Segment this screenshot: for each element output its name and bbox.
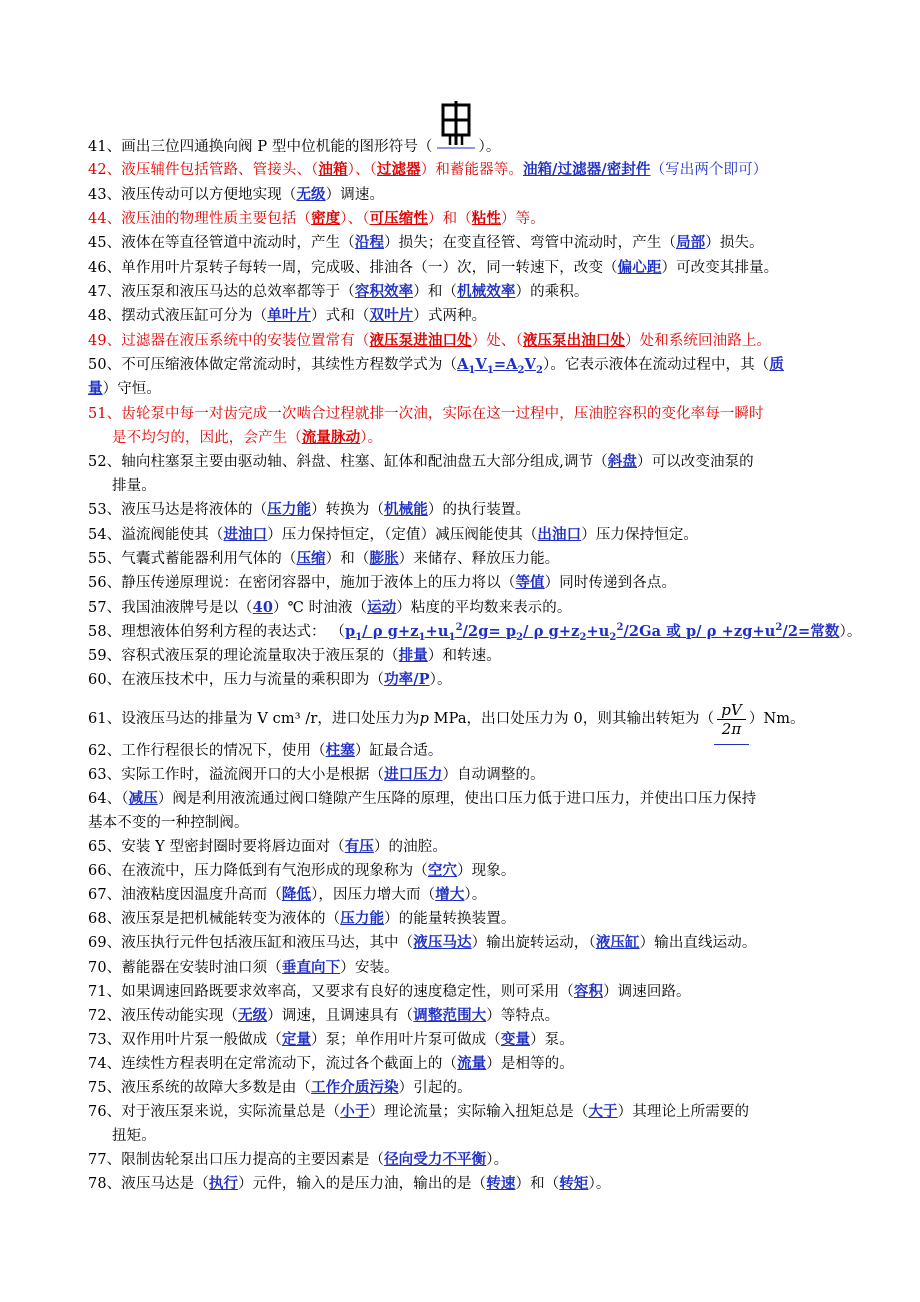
question-42: 42、液压辅件包括管路、管接头、（油箱）、（过滤器）和蓄能器等。油箱/过滤器/密封件（写出两个即可） [88,161,768,178]
answer: 垂直向下 [281,959,341,976]
question-51-cont: 是不均匀的，因此，会产生（流量脉动）。 [112,429,383,446]
answer: 压缩 [296,550,326,567]
question-56: 56、静压传递原理说：在密闭容器中，施加于液体上的压力将以（等值）同时传递到各点。 [88,574,677,591]
answer: 机械能 [384,501,428,518]
answer: 可压缩性 [369,210,428,227]
question-41: 41、画出三位四通换向阀 P 型中位机能的图形符号（ ）。 [88,127,840,157]
question-53: 53、液压马达是将液体的（压力能）转换为（机械能）的执行装置。 [88,501,531,518]
answer: 斜盘 [607,453,637,470]
answer: 密度 [311,210,341,227]
answer-formula: $p_1/$ ρ $g+z_1+u_1^2/2g= p_2/$ ρ $g+z_2+u_2^2/2Ga$ 或 p/ $\rho +zg+u^2/2=$常数 [344,622,840,643]
question-49: 49、过滤器在液压系统中的安装位置常有（液压泵进油口处）处、（液压泵出油口处）处和系统回油路上。 [88,332,772,349]
answer: 局部 [676,234,706,251]
answer: 机械效率 [457,283,516,300]
answer: 油箱 [318,161,348,178]
question-69: 69、液压执行元件包括液压缸和液压马达，其中（液压马达）输出旋转运动，（液压缸）输出直线运动。 [88,934,757,951]
question-46: 46、单作用叶片泵转子每转一周，完成吸、排油各（一）次，同一转速下，改变（偏心距）可改变其排量。 [88,259,779,276]
answer: 径向受力不平衡 [384,1151,487,1168]
answer: 无级 [238,1007,268,1024]
answer: 进口压力 [384,766,443,783]
answer: 进油口 [223,526,268,543]
answer: 容积 [573,983,604,1000]
answer: 小于 [340,1103,370,1120]
answer: 等值 [515,574,545,591]
answer: 流量脉动 [301,429,361,446]
question-62: 62、工作行程很长的情况下，使用（柱塞）缸最合适。 [88,742,443,759]
question-text: 41、画出三位四通换向阀 P 型中位机能的图形符号（ [88,139,433,155]
question-60: 60、在液压技术中，压力与流量的乘积即为（功率/P）。 [88,671,452,688]
question-57: 57、我国油液牌号是以（40）℃ 时油液（运动）粘度的平均数来表示的。 [88,599,572,616]
answer-formula: $A_1V_1=A_2V_2$ [457,356,543,376]
answer: 过滤器 [376,161,421,178]
question-50: 50、不可压缩液体做定常流动时，其续性方程数学式为$(A_1V_1=A_2V_2)$。它表示液体在流动过程中，其（质 [88,356,784,376]
question-51: 51、齿轮泵中每一对齿完成一次啮合过程就排一次油，实际在这一过程中，压油腔容积的变化率每一瞬时 [88,406,764,422]
question-59: 59、容积式液压泵的理论流量取决于液压泵的（排量）和转速。 [88,647,501,664]
valve-symbol-icon [433,127,479,155]
question-65: 65、安装 Y 型密封圈时要将唇边面对（有压）的油腔。 [88,838,447,855]
answer: 调整范围大 [413,1007,487,1024]
answer: 工作介质污染 [311,1079,399,1096]
question-78: 78、液压马达是（执行）元件，输入的是压力油，输出的是（转速）和（转矩）。 [88,1175,611,1192]
question-76-cont: 扭矩。 [112,1128,156,1144]
answer: 空穴 [427,862,458,879]
answer: 转矩 [559,1175,589,1192]
question-54: 54、溢流阀能使其（进油口）压力保持恒定，（定值）减压阀能使其（出油口）压力保持恒定。 [88,526,699,543]
answer: 液压泵出油口处 [522,332,626,349]
answer: 油箱/过滤器/密封件 [522,161,651,178]
answer: 量 [88,380,103,397]
answer: 功率/P [384,671,430,688]
answer: 柱塞 [325,742,355,759]
answer: 流量 [457,1055,487,1072]
answer: 单叶片 [267,307,312,324]
answer: 排量 [398,647,428,664]
question-77: 77、限制齿轮泵出口压力提高的主要因素是（径向受力不平衡）。 [88,1151,509,1168]
question-64: 64、（减压）阀是利用液流通过阀口缝隙产生压降的原理，使出口压力低于进口压力，并使出口压力保持 [88,790,757,807]
answer: 液压缸 [595,934,640,951]
answer: 容积效率 [354,283,414,300]
answer: 大于 [588,1103,618,1120]
question-58: 58、理想液体伯努利方程的表达式： （$p_1/$ ρ $g+z_1+u_1^2/2g= p_2/$ ρ $g+z_2+u_2^2/2Ga$ 或 p/ $\rho +zg+u^2/2=$常数）。 [88,622,862,643]
question-64-cont: 基本不变的一种控制阀。 [88,815,249,831]
question-63: 63、实际工作时，溢流阀开口的大小是根据（进口压力）自动调整的。 [88,766,545,783]
question-55: 55、气囊式蓄能器利用气体的（压缩）和（膨胀）来储存、释放压力能。 [88,550,560,567]
answer: 液压泵进油口处 [369,332,472,349]
question-47: 47、液压泵和液压马达的总效率都等于（容积效率）和（机械效率）的乘积。 [88,283,589,300]
answer: 压力能 [267,501,312,518]
answer: 液压马达 [413,934,472,951]
answer: 变量 [500,1031,531,1048]
question-73: 73、双作用叶片泵一般做成（定量）泵；单作用叶片泵可做成（变量）泵。 [88,1031,574,1048]
answer: 执行 [208,1175,239,1192]
question-72: 72、液压传动能实现（无级）调速，且调速具有（调整范围大）等特点。 [88,1007,560,1024]
question-66: 66、在液流中，压力降低到有气泡形成的现象称为（空穴）现象。 [88,862,516,879]
answer: 双叶片 [369,307,414,324]
answer: 增大 [435,886,465,903]
answer: 定量 [281,1031,312,1048]
answer: 40 [252,599,274,616]
answer: 无级 [296,186,326,203]
question-70: 70、蓄能器在安装时油口须（垂直向下）安装。 [88,959,399,976]
answer: 出油口 [537,526,582,543]
answer: 粘性 [471,210,501,227]
question-52: 52、轴向柱塞泵主要由驱动轴、斜盘、柱塞、缸体和配油盘五大部分组成,调节（斜盘）可以改变油泵的 [88,453,754,470]
answer: 膨胀 [369,550,399,567]
question-68: 68、液压泵是把机械能转变为液体的（压力能）的能量转换装置。 [88,910,516,927]
question-44: 44、液压油的物理性质主要包括（密度）、（可压缩性）和（粘性）等。 [88,210,545,227]
question-67: 67、油液粘度因温度升高而（降低），因压力增大而（增大）。 [88,886,487,903]
question-71: 71、如果调速回路既要求效率高，又要求有良好的速度稳定性，则可采用（容积）调速回路。 [88,983,691,1000]
question-45: 45、液体在等直径管道中流动时，产生（沿程）损失；在变直径管、弯管中流动时，产生（局部）损失。 [88,234,764,251]
answer: 降低 [281,886,312,903]
answer-fraction: $\frac{pV}{2\pi}$ [714,696,749,745]
answer: 压力能 [340,910,385,927]
answer: 质 [769,356,784,373]
question-74: 74、连续性方程表明在定常流动下，流过各个截面上的（流量）是相等的。 [88,1055,574,1072]
answer: 转速 [486,1175,516,1192]
question-52-cont: 排量。 [112,478,156,494]
question-48: 48、摆动式液压缸可分为（单叶片）式和（双叶片）式两种。 [88,307,487,324]
answer: 沿程 [354,234,385,251]
question-43: 43、液压传动可以方便地实现（无级）调速。 [88,186,385,203]
note: （写出两个即可） [650,162,768,178]
answer: 偏心距 [617,259,662,276]
answer: 运动 [367,599,397,616]
answer: 减压 [128,790,158,807]
question-50-cont: 量）守恒。 [88,380,162,397]
question-61: 61、设液压马达的排量为 V cm³ /r，进口处压力为p MPa，出口处压力为 0，则其输出转矩为（ $\frac{pV}{2\pi}$ ）Nm。 [88,696,840,742]
answer: 有压 [344,838,374,855]
question-76: 76、对于液压泵来说，实际流量总是（小于）理论流量；实际输入扭矩总是（大于）其理论上所需要的 [88,1103,750,1120]
question-75: 75、液压系统的故障大多数是由（工作介质污染）引起的。 [88,1079,472,1096]
